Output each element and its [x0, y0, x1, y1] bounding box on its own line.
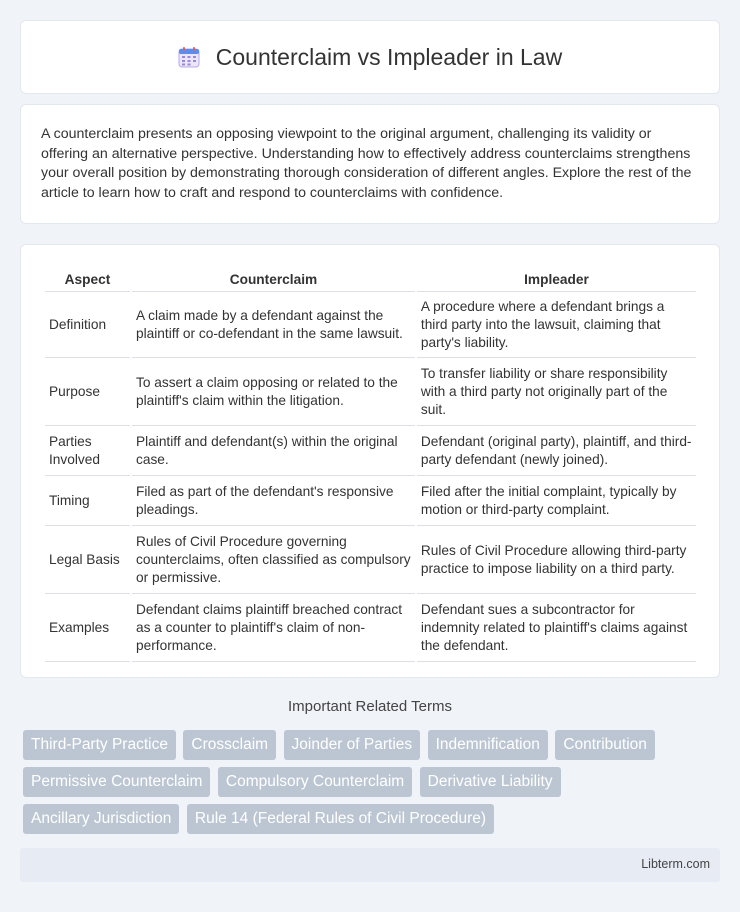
- related-term-tag[interactable]: Contribution: [555, 730, 655, 760]
- row-counterclaim: Defendant claims plaintiff breached contract as a counter to plaintiff's claim of non-performance.: [132, 596, 415, 662]
- row-aspect: Purpose: [45, 360, 130, 426]
- row-counterclaim: Rules of Civil Procedure governing counterclaims, often classified as compulsory or permissive.: [132, 528, 415, 594]
- table-row: [45, 428, 696, 476]
- row-counterclaim: Filed as part of the defendant's responsive pleadings.: [132, 478, 415, 526]
- related-term-tag[interactable]: Ancillary Jurisdiction: [23, 804, 179, 834]
- table-row: [45, 528, 696, 594]
- header-card: [20, 20, 720, 94]
- page-title: Counterclaim vs Impleader in Law: [215, 43, 563, 70]
- related-term-tag[interactable]: Crossclaim: [183, 730, 276, 760]
- related-term-tag[interactable]: Rule 14 (Federal Rules of Civil Procedure): [187, 804, 494, 834]
- row-counterclaim: A claim made by a defendant against the plaintiff or co-defendant in the same lawsuit.: [132, 294, 415, 358]
- row-counterclaim: To assert a claim opposing or related to the plaintiff's claim within the litigation.: [132, 360, 415, 426]
- intro-text: A counterclaim presents an opposing viewpoint to the original argument, challenging its validity or offering an alternative perspective. Understanding how to effectively address counterclaims strengthens your overall position by demonstrating thorough consideration of different angles. Explore the rest of the article to learn how to craft and respond to counterclaims with confidence.: [41, 126, 692, 201]
- table-row: [45, 596, 696, 662]
- row-impleader: Filed after the initial complaint, typically by motion or third-party complaint.: [417, 478, 696, 526]
- row-aspect: Parties Involved: [45, 428, 130, 476]
- related-term-tag[interactable]: Derivative Liability: [420, 767, 561, 797]
- related-term-tag[interactable]: Joinder of Parties: [284, 730, 421, 760]
- footer-site-link[interactable]: Libterm.com: [641, 857, 710, 871]
- table-header-row: [45, 265, 696, 292]
- row-counterclaim: Plaintiff and defendant(s) within the original case.: [132, 428, 415, 476]
- comparison-card: [20, 244, 720, 678]
- row-impleader: Defendant (original party), plaintiff, and third-party defendant (newly joined).: [417, 428, 696, 476]
- header-impleader: Impleader: [417, 265, 696, 292]
- header-counterclaim: Counterclaim: [132, 265, 415, 292]
- table-row: [45, 360, 696, 426]
- intro-card: [20, 104, 720, 224]
- row-aspect: Legal Basis: [45, 528, 130, 594]
- header-aspect: Aspect: [45, 265, 130, 292]
- related-term-tag[interactable]: Third-Party Practice: [23, 730, 176, 760]
- table-row: [45, 478, 696, 526]
- related-terms-list: [23, 730, 723, 841]
- related-term-tag[interactable]: Permissive Counterclaim: [23, 767, 210, 797]
- table-row: [45, 294, 696, 358]
- row-aspect: Timing: [45, 478, 130, 526]
- row-aspect: Examples: [45, 596, 130, 662]
- row-aspect: Definition: [45, 294, 130, 358]
- comparison-table: [43, 263, 698, 664]
- related-term-tag[interactable]: Compulsory Counterclaim: [218, 767, 412, 797]
- footer: [20, 848, 720, 882]
- related-term-tag[interactable]: Indemnification: [428, 730, 548, 760]
- row-impleader: To transfer liability or share responsibility with a third party not originally part of the suit.: [417, 360, 696, 426]
- related-terms-title: Important Related Terms: [288, 698, 452, 715]
- row-impleader: A procedure where a defendant brings a third party into the lawsuit, claiming that party's liability.: [417, 294, 696, 358]
- row-impleader: Rules of Civil Procedure allowing third-party practice to impose liability on a third party.: [417, 528, 696, 594]
- calendar-icon: [178, 46, 200, 68]
- row-impleader: Defendant sues a subcontractor for indemnity related to plaintiff's claims against the defendant.: [417, 596, 696, 662]
